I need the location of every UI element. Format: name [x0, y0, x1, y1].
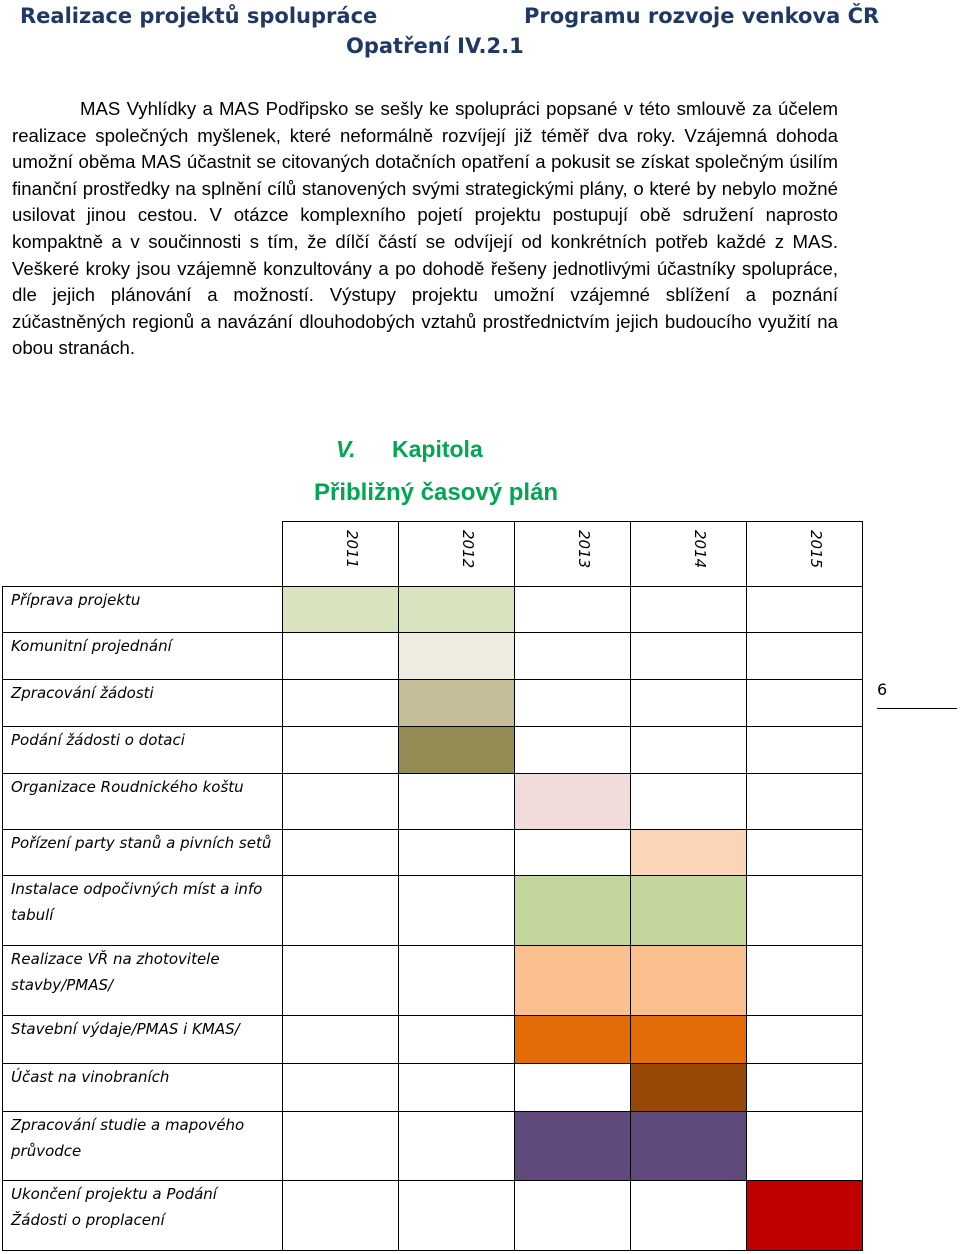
schedule-cell-filled	[283, 587, 399, 633]
schedule-cell-empty	[515, 680, 631, 727]
schedule-cell-empty	[747, 876, 863, 946]
schedule-cell-filled	[399, 587, 515, 633]
schedule-cell-filled	[515, 946, 631, 1016]
intro-paragraph: MAS Vyhlídky a MAS Podřipsko se sešly ke spolupráci popsané v této smlouvě za účelem realizace společných myšlenek, které neformálně rozvíjejí již téměř dva roky. Vzájemná dohoda umožní oběma MAS účastnit se citovaných dotačních opatření a pokusit se získat společným úsilím finanční prostředky na splnění cílů stanovených svými strategickými plány, o které by nebylo možné usilovat jinou cestou. V otázce komplexního pojetí projektu postupují obě sdružení naprosto kompaktně a v součinnosti s tím, že dílčí částí se odvíjejí od konkrétních potřeb každé z MAS. Veškeré kroky jsou vzájemně konzultovány a po dohodě řešeny jednotlivými účastníky spolupráce, dle jejich plánování a možností. Výstupy projektu umožní vzájemné sblížení a poznání zúčastněných regionů a navázání dlouhodobých vztahů prostřednictvím jejich budoucího využití na obou stranách.	[12, 98, 838, 359]
schedule-cell-empty	[747, 1112, 863, 1181]
schedule-cell-filled	[399, 680, 515, 727]
activity-label: Stavební výdaje/PMAS i KMAS/	[3, 1016, 283, 1064]
schedule-cell-empty	[283, 633, 399, 680]
year-label: 2015	[807, 530, 825, 569]
page-number: 6	[877, 680, 888, 699]
year-header-cell	[747, 522, 863, 587]
schedule-cell-filled	[631, 1064, 747, 1112]
schedule-cell-filled	[631, 1112, 747, 1181]
schedule-cell-empty	[399, 946, 515, 1016]
schedule-cell-empty	[515, 633, 631, 680]
schedule-cell-empty	[747, 830, 863, 876]
schedule-cell-empty	[515, 1181, 631, 1251]
year-label: 2013	[575, 530, 593, 569]
schedule-cell-empty	[283, 876, 399, 946]
schedule-cell-empty	[283, 680, 399, 727]
header-right: Programu rozvoje venkova ČR	[524, 4, 880, 28]
year-header-cell	[399, 522, 515, 587]
schedule-cell-empty	[631, 727, 747, 774]
table-row	[3, 633, 863, 680]
schedule-cell-empty	[399, 1016, 515, 1064]
year-header-cell	[631, 522, 747, 587]
schedule-cell-filled	[515, 774, 631, 830]
schedule-cell-filled	[747, 1181, 863, 1251]
activity-label: Realizace VŘ na zhotovitele stavby/PMAS/	[3, 946, 283, 1016]
activity-label: Ukončení projektu a Podání Žádosti o proplacení	[3, 1181, 283, 1251]
schedule-cell-filled	[631, 876, 747, 946]
activity-label: Podání žádosti o dotaci	[3, 727, 283, 774]
activity-label: Organizace Roudnického koštu	[3, 774, 283, 830]
activity-label: Pořízení party stanů a pivních setů	[3, 830, 283, 876]
schedule-table	[2, 521, 863, 1251]
schedule-cell-empty	[399, 1112, 515, 1181]
table-row	[3, 774, 863, 830]
header-corner-cell	[3, 522, 283, 587]
schedule-cell-empty	[747, 946, 863, 1016]
table-row	[3, 1064, 863, 1112]
schedule-cell-empty	[747, 1064, 863, 1112]
schedule-cell-empty	[747, 633, 863, 680]
schedule-cell-empty	[631, 633, 747, 680]
schedule-cell-empty	[747, 587, 863, 633]
schedule-cell-filled	[515, 1112, 631, 1181]
schedule-cell-empty	[747, 774, 863, 830]
year-header-row	[3, 522, 863, 587]
schedule-cell-filled	[631, 946, 747, 1016]
activity-label: Instalace odpočivných míst a info tabulí	[3, 876, 283, 946]
schedule-cell-empty	[515, 1064, 631, 1112]
schedule-cell-empty	[283, 1016, 399, 1064]
schedule-cell-empty	[747, 1016, 863, 1064]
schedule-cell-empty	[631, 680, 747, 727]
schedule-cell-empty	[399, 774, 515, 830]
schedule-cell-empty	[283, 1064, 399, 1112]
schedule-cell-empty	[283, 830, 399, 876]
schedule-cell-empty	[631, 587, 747, 633]
table-row	[3, 1181, 863, 1251]
activity-label: Zpracování studie a mapového průvodce	[3, 1112, 283, 1181]
schedule-cell-empty	[631, 1181, 747, 1251]
page-number-rule	[877, 708, 957, 709]
schedule-cell-empty	[747, 727, 863, 774]
activity-label: Příprava projektu	[3, 587, 283, 633]
table-row	[3, 587, 863, 633]
schedule-cell-empty	[399, 1181, 515, 1251]
schedule-cell-empty	[283, 1112, 399, 1181]
schedule-cell-filled	[631, 830, 747, 876]
table-row	[3, 876, 863, 946]
table-row	[3, 680, 863, 727]
schedule-cell-empty	[631, 774, 747, 830]
schedule-cell-empty	[515, 587, 631, 633]
activity-label: Komunitní projednání	[3, 633, 283, 680]
table-row	[3, 1112, 863, 1181]
schedule-cell-empty	[515, 727, 631, 774]
chapter-subtitle: Přibližný časový plán	[314, 479, 559, 506]
schedule-cell-empty	[399, 1064, 515, 1112]
table-row	[3, 727, 863, 774]
activity-label: Účast na vinobraních	[3, 1064, 283, 1112]
table-row	[3, 830, 863, 876]
year-label: 2011	[343, 530, 361, 569]
chapter-title: Kapitola	[392, 436, 483, 462]
schedule-cell-empty	[515, 830, 631, 876]
schedule-cell-filled	[515, 1016, 631, 1064]
schedule-cell-empty	[283, 946, 399, 1016]
schedule-cell-filled	[399, 633, 515, 680]
schedule-cell-filled	[515, 876, 631, 946]
table-row	[3, 1016, 863, 1064]
year-label: 2012	[459, 530, 477, 569]
schedule-cell-empty	[283, 774, 399, 830]
schedule-cell-empty	[747, 680, 863, 727]
chapter-number: V.	[336, 436, 356, 462]
activity-label: Zpracování žádosti	[3, 680, 283, 727]
year-header-cell	[515, 522, 631, 587]
table-row	[3, 946, 863, 1016]
header-center: Opatření IV.2.1	[346, 34, 524, 58]
schedule-cell-empty	[399, 830, 515, 876]
header-left: Realizace projektů spolupráce	[20, 4, 378, 28]
year-label: 2014	[691, 530, 709, 569]
schedule-cell-empty	[399, 876, 515, 946]
schedule-cell-empty	[283, 727, 399, 774]
schedule-cell-filled	[399, 727, 515, 774]
year-header-cell	[283, 522, 399, 587]
schedule-cell-filled	[631, 1016, 747, 1064]
schedule-cell-empty	[283, 1181, 399, 1251]
